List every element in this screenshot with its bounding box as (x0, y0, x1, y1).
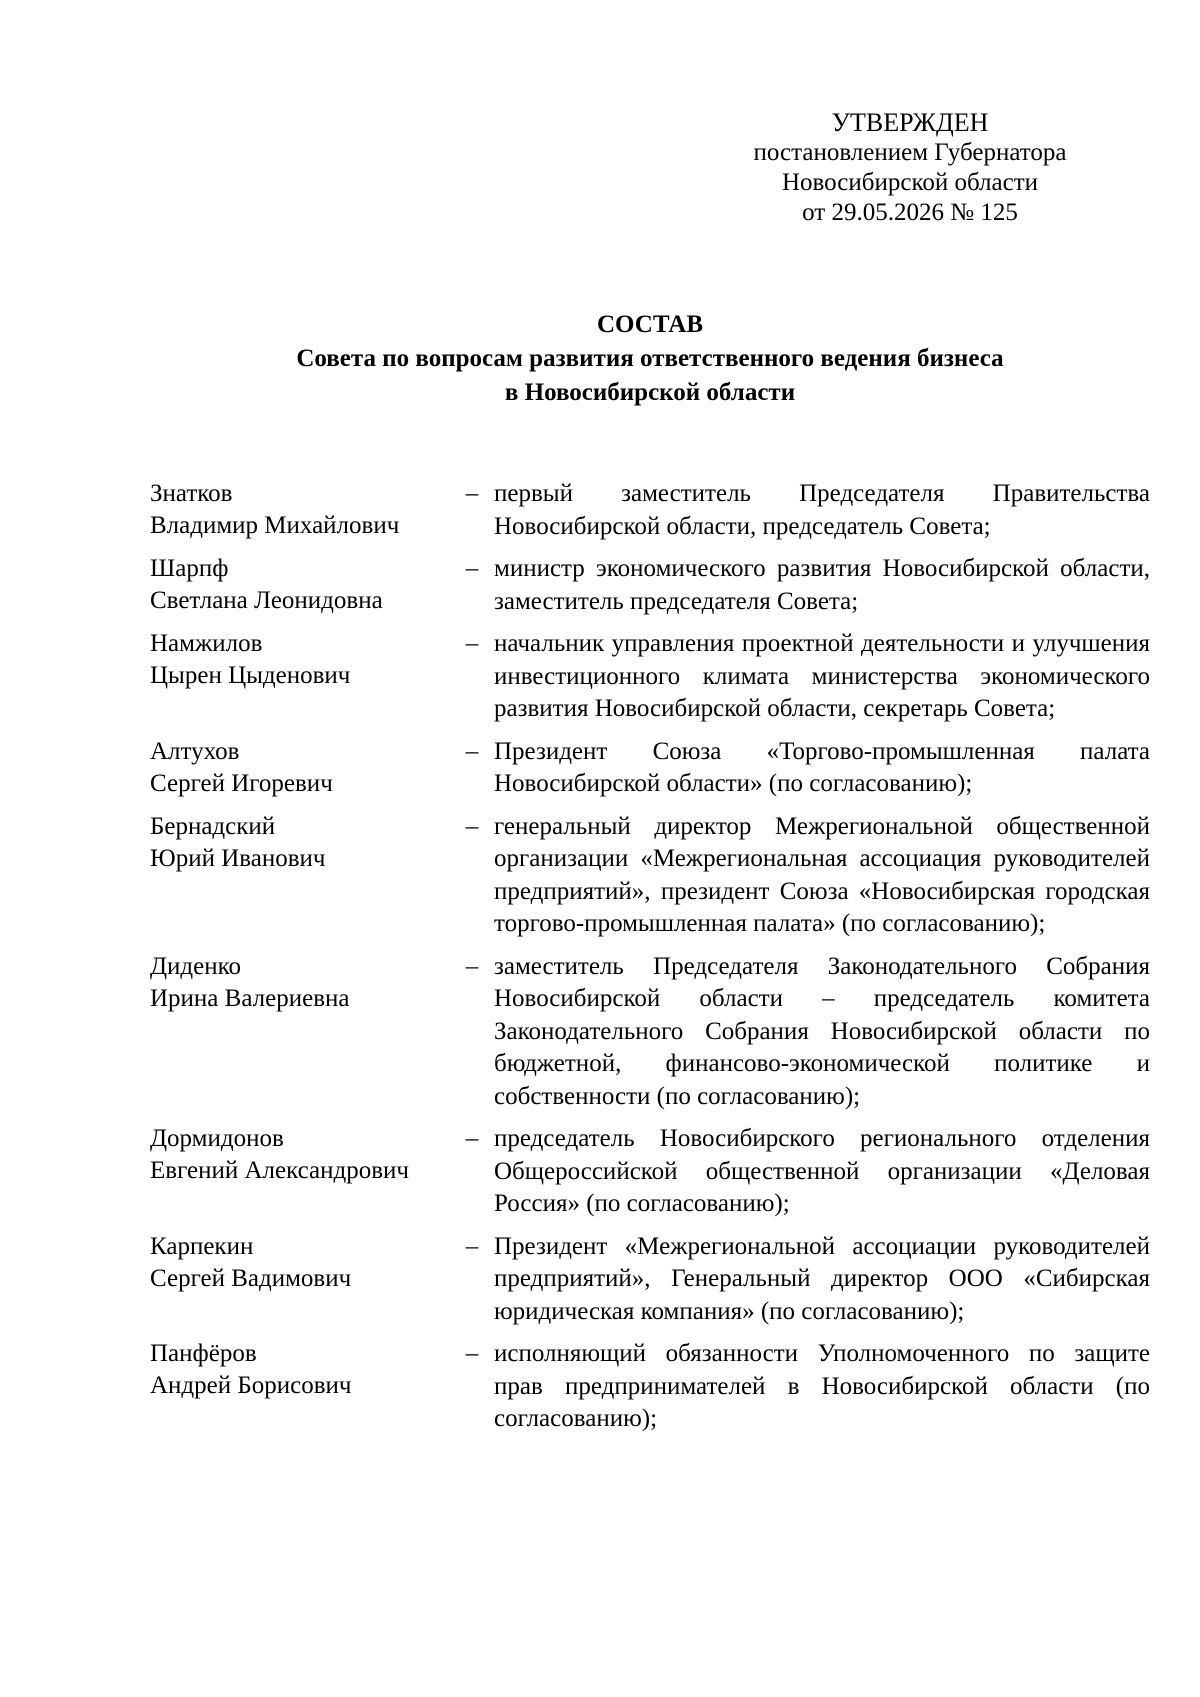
member-role: исполняющий обязанности Уполномоченного по защите прав предпринимателей в Новосибирской области (по согласованию); (494, 1340, 1150, 1432)
member-role: заместитель Председателя Законодательного Собрания Новосибирской области – председатель комитета Законодательного Собрания Новосибирской области по бюджетной, финансово-экономической политике и собственности (по согласованию); (494, 952, 1150, 1110)
member-given-names: Цырен Цыденович (150, 662, 351, 689)
member-surname: Знатков (150, 480, 233, 507)
approval-stamp (730, 108, 1090, 228)
approval-line-2: Новосибирской области (781, 169, 1039, 196)
member-surname: Диденко (150, 952, 242, 980)
heading-line-2: в Новосибирской области (504, 379, 796, 406)
member-row (150, 951, 1150, 1114)
member-row (150, 628, 1150, 726)
heading-title: СОСТАВ (596, 311, 704, 338)
approval-line-1: постановлением Губернатора (753, 139, 1067, 166)
member-dash: – (465, 1125, 479, 1152)
member-surname: Намжилов (150, 630, 263, 657)
member-given-names: Сергей Игоревич (150, 769, 333, 797)
member-dash: – (465, 1232, 479, 1260)
member-name (150, 811, 450, 941)
member-role: Президент «Межрегиональной ассоциации руководителей предприятий», Генеральный директор ООО «Сибирская юридическая компания» (по согласованию); (494, 1232, 1150, 1325)
member-surname: Алтухов (150, 737, 240, 765)
approval-title: УТВЕРЖДЕН (831, 108, 989, 137)
member-surname: Дормидонов (150, 1125, 284, 1152)
member-name (150, 1231, 450, 1329)
member-surname: Бернадский (150, 812, 276, 840)
member-given-names: Евгений Александрович (150, 1157, 409, 1184)
member-surname: Шарпф (150, 555, 229, 582)
member-surname: Карпекин (150, 1232, 254, 1260)
member-given-names: Владимир Михайлович (150, 512, 400, 539)
member-dash: – (465, 812, 479, 840)
heading-line-1: Совета по вопросам развития ответственного ведения бизнеса (296, 345, 1004, 372)
member-row (150, 553, 1150, 618)
member-name (150, 736, 450, 801)
member-role: генеральный директор Межрегиональной общественной организации «Межрегиональная ассоциация руководителей предприятий», президент Союза «Новосибирская городская торгово-промышленная палата» (по согласованию); (494, 812, 1150, 937)
member-dash: – (465, 1340, 479, 1367)
member-role: начальник управления проектной деятельности и улучшения инвестиционного климата министерства экономического развития Новосибирской области, секретарь Совета; (494, 630, 1150, 722)
member-row (150, 478, 1150, 543)
member-given-names: Ирина Валериевна (150, 984, 350, 1012)
member-name (150, 553, 450, 618)
member-role: министр экономического развития Новосибирской области, заместитель председателя Совета; (494, 555, 1150, 615)
document-heading (150, 308, 1150, 410)
member-row (150, 811, 1150, 941)
member-row (150, 1231, 1150, 1329)
member-role: председатель Новосибирского регионального отделения Общероссийской общественной организации «Деловая Россия» (по согласованию); (494, 1125, 1150, 1217)
member-dash: – (465, 480, 479, 507)
member-surname: Панфёров (150, 1340, 257, 1367)
member-dash: – (465, 737, 479, 765)
member-row (150, 736, 1150, 801)
member-name (150, 478, 450, 543)
member-row (150, 1338, 1150, 1436)
member-name (150, 1338, 450, 1436)
members-list (150, 478, 1150, 1446)
member-role: Президент Союза «Торгово-промышленная палата Новосибирской области» (по согласованию); (494, 737, 1150, 797)
member-given-names: Светлана Леонидовна (150, 587, 383, 614)
member-dash: – (465, 630, 479, 657)
member-name (150, 951, 450, 1114)
member-name (150, 1123, 450, 1221)
member-name (150, 628, 450, 726)
member-role: первый заместитель Председателя Правительства Новосибирской области, председатель Совета; (494, 480, 1150, 540)
approval-line-3: от 29.05.2026 № 125 (802, 199, 1018, 226)
member-given-names: Андрей Борисович (150, 1372, 352, 1399)
member-dash: – (465, 555, 479, 582)
member-given-names: Юрий Иванович (150, 844, 326, 872)
member-given-names: Сергей Вадимович (150, 1264, 352, 1292)
member-dash: – (465, 952, 479, 980)
member-row (150, 1123, 1150, 1221)
